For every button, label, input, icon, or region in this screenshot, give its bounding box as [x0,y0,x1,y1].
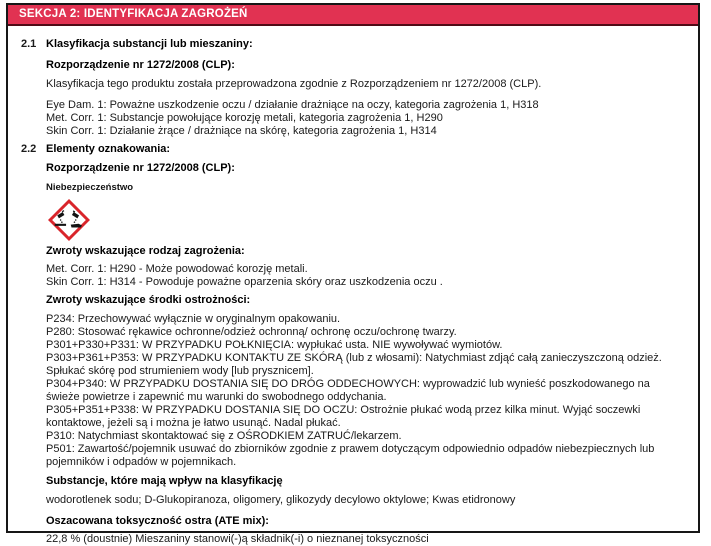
precautionary-statement: P305+P351+P338: W PRZYPADKU DOSTANIA SIĘ DO OCZU: Ostrożnie płukać wodą przez kilka minut. Wyjąć soczewki kontaktowe, jeżeli są i można je łatwo usunąć. Nadal płukać. [46,404,641,429]
hazard-statement: Skin Corr. 1: H314 - Powoduje poważne oparzenia skóry oraz uszkodzenia oczu . [46,276,443,288]
substances-line: wodorotlenek sodu; D-Glukopiranoza, oligomery, glikozydy decylowo oktylowe; Kwas etidronowy [46,494,516,506]
hazard-statements-heading: Zwroty wskazujące rodzaj zagrożenia: [46,245,245,257]
sds-page [6,3,700,545]
subsection-2-2 [8,143,684,546]
precautionary-statement: P234: Przechowywać wyłącznie w oryginalnym opakowaniu. [46,313,341,325]
ghs05-corrosion-icon [48,199,90,241]
precautionary-statement: P301+P330+P331: W PRZYPADKU POŁKNIĘCIA: wypłukać usta. NIE wywoływać wymiotów. [46,339,503,351]
ate-heading: Oszacowana toksyczność ostra (ATE mix): [46,515,269,527]
precautionary-statement: P310: Natychmiast skontaktować się z OŚRODKIEM ZATRUĆ/lekarzem. [46,430,402,442]
classification-line: Met. Corr. 1: Substancje powołujące korozję metali, kategoria zagrożenia 1, H290 [46,112,443,124]
subsection-2-1 [8,34,684,138]
precautionary-statement: P303+P361+P353: W PRZYPADKU KONTAKTU ZE SKÓRĄ (lub z włosami): Natychmiast zdjąć całą zanieczyszczoną odzież. Spłukać skórę pod strumieniem wody [lub prysznicem]. [46,352,662,377]
signal-word: Niebezpieczeństwo [46,182,134,193]
precautionary-statement: P501: Zawartość/pojemnik usuwać do zbiorników zgodnie z prawem dotyczącym odpowiednio odpadów niebezpiecznych lub pojemników i odpadów w pojemnikach. [46,443,655,468]
subsection-body [46,34,684,138]
classification-list [46,99,684,138]
substances-heading: Substancje, które mają wpływ na klasyfikację [46,475,283,487]
precautionary-statements-heading: Zwroty wskazujące środki ostrożności: [46,294,251,306]
precautionary-statements-list [46,313,684,469]
classification-intro: Klasyfikacja tego produktu została przeprowadzona zgodnie z Rozporządzeniem nr 1272/2008 (CLP). [46,78,542,90]
regulation-heading: Rozporządzenie nr 1272/2008 (CLP): [46,162,235,174]
section-header-bar [8,5,698,26]
precautionary-statement: P304+P340: W PRZYPADKU DOSTANIA SIĘ DO DRÓG ODDECHOWYCH: wyprowadzić lub wynieść poszkodowanego na świeże powietrze i zapewnić mu warunki do swobodnego oddychania. [46,378,650,403]
subsection-2-1-title: Klasyfikacja substancji lub mieszaniny: [46,38,253,50]
subsection-2-2-title: Elementy oznakowania: [46,143,171,155]
ate-value: 22,8 % (doustnie) Mieszaniny stanowi(-)ą składnik(-i) o nieznanej toksyczności [46,533,429,545]
section-title: SEKCJA 2: IDENTYFIKACJA ZAGROŻEŃ [19,8,248,20]
classification-line: Skin Corr. 1: Działanie żrące / drażniące na skórę, kategoria zagrożenia 1, H314 [46,125,437,137]
hazard-statements-list [46,263,684,289]
subsection-number: 2.1 [21,38,37,50]
precautionary-statement: P280: Stosować rękawice ochronne/odzież ochronną/ ochronę oczu/ochronę twarzy. [46,326,457,338]
subsection-body [46,143,684,546]
classification-line: Eye Dam. 1: Poważne uszkodzenie oczu / działanie drażniące na oczy, kategoria zagrożenia 1, H318 [46,99,539,111]
section-content [8,34,698,546]
regulation-heading: Rozporządzenie nr 1272/2008 (CLP): [46,59,235,71]
subsection-number: 2.2 [21,143,37,155]
hazard-statement: Met. Corr. 1: H290 - Może powodować korozję metali. [46,263,308,275]
